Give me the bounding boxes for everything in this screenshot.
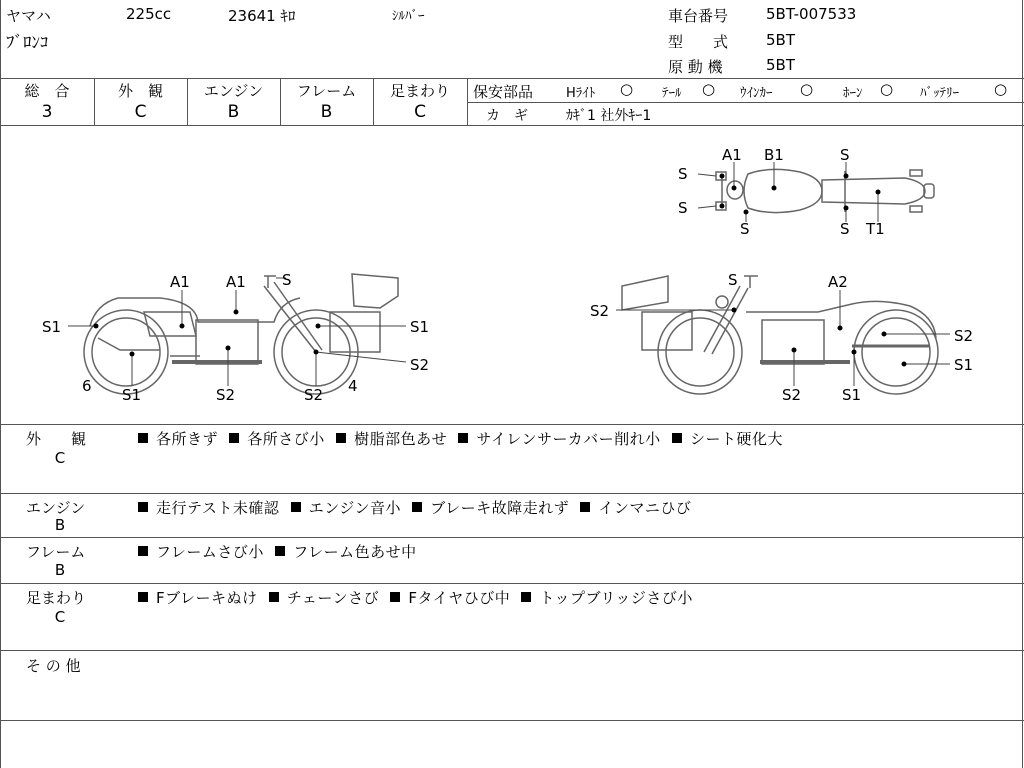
label-left-s2: S2	[304, 386, 324, 404]
label-top-s: S	[740, 220, 750, 238]
remark-item: トップブリッジさび小	[539, 589, 693, 607]
keys-value: ｶｷﾞ1 社外ｷｰ1	[566, 108, 652, 124]
remark-engine-label: エンジン	[26, 499, 86, 517]
remark-item: チェーンさび	[286, 589, 380, 607]
divider	[0, 537, 1024, 538]
frame-no-label: 車台番号	[668, 7, 729, 25]
remark-frame-grade: B	[54, 561, 66, 579]
suspension-value: C	[414, 102, 426, 122]
remark-item: 走行テスト未確認	[156, 499, 280, 517]
label-top-b1: B1	[764, 146, 784, 164]
remark-frame-label: フレーム	[26, 543, 86, 561]
label-left-s1: S1	[410, 318, 430, 336]
type-label: 型 式	[668, 33, 729, 51]
engine-value: B	[227, 102, 240, 122]
remark-item: フレームさび小	[156, 543, 264, 561]
label-top-s: S	[840, 220, 850, 238]
label-right-s1: S1	[842, 386, 862, 404]
keys-label: カ ギ	[486, 108, 528, 124]
label-left-s1: S1	[122, 386, 142, 404]
remark-exterior-grade: C	[54, 449, 66, 467]
label-top-s: S	[840, 146, 850, 164]
remark-item: インマニひび	[598, 499, 692, 517]
remark-item: エンジン音小	[308, 499, 401, 517]
remark-suspension-items	[136, 587, 693, 608]
divider	[0, 720, 1024, 721]
leader-lines	[68, 162, 950, 386]
label-left-a1: A1	[170, 273, 190, 291]
label-top-a1: A1	[722, 146, 742, 164]
safety-horn: ﾎｰﾝ	[843, 86, 863, 101]
maker: ヤマハ	[6, 7, 51, 25]
label-right-s2: S2	[954, 327, 974, 345]
frame-no-value: 5BT-007533	[766, 5, 857, 23]
frame-value: B	[320, 102, 333, 122]
safety-label: 保安部品	[473, 83, 534, 101]
displacement: 225cc	[126, 5, 172, 23]
safety-battery: ﾊﾞｯﾃﾘｰ	[920, 86, 959, 101]
motorcycle-left-view	[84, 274, 398, 394]
label-top-s: S	[678, 199, 688, 217]
label-right-s1: S1	[954, 356, 974, 374]
divider	[0, 424, 1024, 425]
remark-item: Fタイヤひび中	[408, 589, 511, 607]
color: ｼﾙﾊﾞｰ	[392, 9, 425, 24]
suspension-label: 足まわり	[389, 82, 450, 100]
label-left-6: 6	[82, 377, 92, 395]
divider	[0, 493, 1024, 494]
divider	[0, 78, 1024, 79]
motorcycle-damage-diagram	[0, 126, 1022, 423]
label-top-s: S	[678, 165, 688, 183]
label-top-t1: T1	[866, 220, 885, 238]
label-left-a1: A1	[226, 273, 246, 291]
motorcycle-right-view	[622, 276, 938, 394]
defect-dots	[94, 174, 907, 367]
label-right-s2: S2	[782, 386, 802, 404]
remark-item: 各所きず	[156, 430, 219, 448]
label-left-s2: S2	[410, 356, 430, 374]
engine-type-value: 5BT	[766, 56, 795, 74]
mileage: 23641 ｷﾛ	[228, 7, 296, 25]
divider	[467, 78, 468, 125]
remark-suspension-grade: C	[54, 608, 66, 626]
remark-engine-grade: B	[54, 516, 66, 534]
type-value: 5BT	[766, 31, 795, 49]
safety-tail: ﾃｰﾙ	[662, 86, 682, 101]
remark-item: シート硬化大	[689, 430, 783, 448]
ok-mark: ○	[620, 80, 634, 98]
overall-label: 総 合	[24, 82, 70, 100]
engine-label: エンジン	[203, 82, 264, 100]
ok-mark: ○	[880, 80, 894, 98]
exterior-value: C	[134, 102, 147, 122]
ok-mark: ○	[800, 80, 814, 98]
remark-item: サイレンサーカバー削れ小	[476, 430, 661, 448]
engine-type-label: 原 動 機	[668, 58, 723, 76]
divider	[0, 650, 1024, 651]
divider	[1022, 0, 1023, 768]
model-name: ﾌﾞﾛﾝｺ	[6, 33, 49, 53]
exterior-label: 外 観	[117, 82, 163, 100]
frame-label: フレーム	[296, 82, 357, 100]
motorcycle-top-view	[716, 169, 934, 212]
remark-exterior-items	[136, 428, 783, 449]
label-right-a2: A2	[828, 273, 848, 291]
remark-other-label: そ の 他	[26, 657, 81, 675]
remark-item: Fブレーキぬけ	[156, 589, 258, 607]
label-left-s1: S1	[42, 318, 62, 336]
label-left-s2: S2	[216, 386, 236, 404]
label-left-4: 4	[348, 377, 358, 395]
divider	[468, 102, 1024, 103]
label-right-s: S	[728, 271, 738, 289]
safety-headlight: Hﾗｲﾄ	[566, 86, 596, 101]
remark-exterior-label: 外 観	[26, 430, 87, 448]
remark-item: フレーム色あせ中	[293, 543, 417, 561]
remark-frame-items	[136, 541, 417, 562]
remark-item: 各所さび小	[247, 430, 325, 448]
remark-item: 樹脂部色あせ	[354, 430, 448, 448]
remark-engine-items	[136, 497, 691, 518]
ok-mark: ○	[702, 80, 716, 98]
ok-mark: ○	[994, 80, 1008, 98]
label-left-s: S	[282, 271, 292, 289]
safety-winker: ｳｲﾝｶｰ	[740, 86, 773, 101]
label-right-s2: S2	[590, 302, 610, 320]
remark-item: ブレーキ故障走れず	[430, 499, 570, 517]
overall-value: 3	[41, 102, 53, 122]
divider	[0, 583, 1024, 584]
remark-suspension-label: 足まわり	[26, 589, 87, 607]
